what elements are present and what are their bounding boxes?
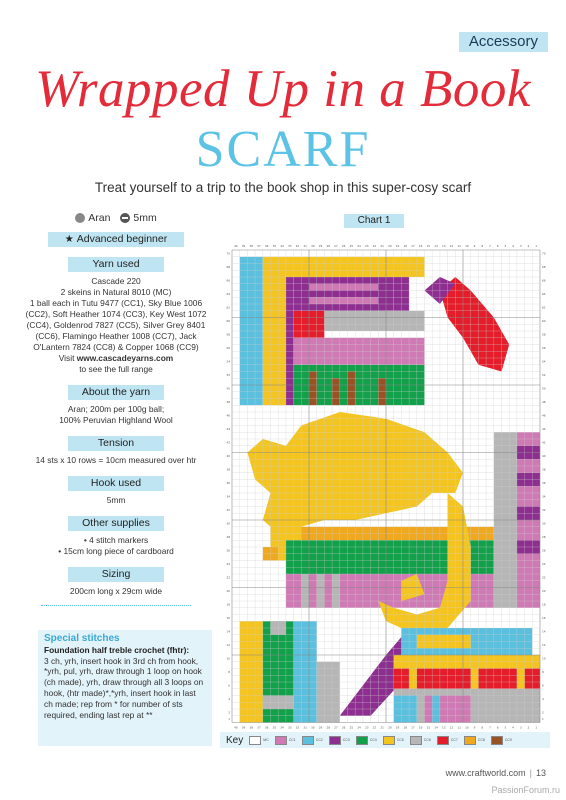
row-number: 44 [542,426,546,431]
column-number: 10 [465,244,469,248]
key-code: CC7 [450,738,458,742]
chart-cell-block [294,621,317,722]
page-number: 13 [535,768,546,778]
chart-cell-block [332,574,340,608]
key-code: CC3 [342,738,350,742]
key-code: CC2 [315,738,323,742]
key-swatch [437,736,449,745]
column-number: 38 [249,244,254,248]
row-number: 36 [226,480,230,485]
key-code: CC8 [477,738,485,742]
yarn-line: Cascade 220 [91,276,141,286]
column-number: 12 [449,725,454,730]
chart-cell-block [409,669,417,689]
key-swatch [383,736,395,745]
standfirst: Treat yourself to a trip to the book shop in this super-cosy scarf [94,180,472,195]
column-number: 4 [512,244,514,248]
column-number: 3 [519,244,522,248]
column-number: 9 [473,725,476,730]
column-number: 26 [341,725,346,730]
row-number: 22 [542,575,546,580]
column-number: 5 [504,725,507,730]
weight-hook-row [20,210,212,226]
column-number: 25 [349,725,354,730]
row-number: 56 [226,345,230,350]
key-item [383,736,404,745]
chart-cell-block [294,277,394,311]
row-number: 42 [226,440,230,445]
column-number: 27 [334,244,338,248]
yarn-ball-icon [75,213,85,223]
key-item [356,736,377,745]
row-number: 48 [226,399,230,404]
column-number: 11 [457,725,461,730]
chart-cell-block [348,372,356,406]
column-number: 21 [380,725,384,730]
special-stitches-box [38,630,212,746]
column-number: 3 [519,725,522,730]
column-number: 32 [295,244,300,248]
footer [446,768,546,778]
chart-cell-block [309,372,317,406]
column-number: 17 [411,725,415,730]
row-number: 68 [542,264,546,269]
column-number: 22 [372,725,377,730]
footer-site[interactable]: www.craftworld.com [445,768,526,778]
about-line: Aran; 200m per 100g ball; [67,404,165,414]
row-number: 6 [228,683,230,688]
row-number: 50 [226,386,230,391]
column-number: 37 [257,244,261,248]
column-number: 31 [303,244,307,248]
row-number: 6 [542,683,544,688]
level-text: Advanced beginner [76,233,168,245]
row-number: 36 [542,480,546,485]
column-number: 37 [257,725,261,730]
chart-cell-block [517,669,525,689]
row-number: 18 [542,602,546,607]
row-number: 16 [542,615,546,620]
key-label: Key [226,734,244,746]
row-number: 50 [542,386,546,391]
key-code: CC5 [396,738,404,742]
chart-cell-block [286,277,294,405]
column-number: 29 [318,725,323,730]
column-number: 22 [372,244,377,248]
row-number: 34 [542,494,546,499]
column-number: 27 [334,725,338,730]
column-number: 13 [441,725,446,730]
row-number: 10 [542,656,546,661]
key-code: CC4 [369,738,377,742]
column-number: 21 [380,244,384,248]
key-swatch [329,736,341,745]
row-number: 66 [226,278,230,283]
sizing-text: 200cm long x 29cm wide [69,586,163,596]
row-number: 18 [226,602,230,607]
row-number: 28 [542,534,546,539]
special-stitches-title: Special stitches [44,633,120,644]
row-number: 38 [542,467,546,472]
chart-cell-block [301,574,309,608]
row-number: 24 [226,561,230,566]
row-number: 30 [226,521,230,526]
row-number: 12 [226,642,230,647]
column-number: 15 [426,244,431,248]
row-number: 54 [542,359,546,364]
row-number: 30 [542,521,546,526]
row-number: 70 [542,251,546,256]
row-number: 1 [228,717,230,722]
row-number: 42 [542,440,546,445]
pattern-info-column [20,210,212,606]
column-number: 28 [326,725,331,730]
row-number: 60 [226,318,230,323]
row-number: 12 [542,642,546,647]
key-item [249,736,268,745]
divider [41,605,191,606]
column-number: 24 [357,725,361,730]
crochet-hook-icon [120,213,130,223]
column-number: 33 [287,244,292,248]
column-number: 28 [326,244,331,248]
column-number: 14 [434,244,438,248]
column-number: 4 [512,725,514,730]
key-swatch [275,736,287,745]
row-number: 4 [542,696,544,701]
column-number: 33 [287,725,292,730]
star-icon: ★ [64,234,74,245]
page-title: Wrapped Up in a Book [35,60,531,118]
row-number: 10 [226,656,230,661]
row-number: 52 [542,372,546,377]
column-number: 26 [341,244,346,248]
row-number: 24 [542,561,546,566]
key-swatch [356,736,368,745]
chart-cell-block [317,662,340,723]
column-number: 40 [234,725,238,730]
row-number: 34 [226,494,230,499]
yarn-line: 1 ball each in Tutu 9477 (CC1), Sky Blue 1006 (CC2), Soft Heather 1074 (CC3), Key West 1072 (CC4), Goldenrod 7827 (CC5), Silver Grey 8401 (CC6), Flamingo Heather 1008 (CC7), Jack O'Lantern 7824 (CC8) & Copper 1068 (CC9) [25,298,207,352]
column-number: 5 [504,244,507,248]
column-number: 20 [388,725,392,730]
column-number: 10 [465,725,469,730]
section-tag: Accessory [459,32,548,52]
column-number: 39 [241,725,246,730]
row-number: 40 [226,453,230,458]
yarn-range-text: to see the full range [79,364,153,374]
row-number: 14 [226,629,230,634]
column-number: 32 [295,725,300,730]
row-number: 22 [226,575,230,580]
chart-cell-block [240,621,263,722]
key-code: CC9 [504,738,512,742]
column-number: 1 [535,725,538,730]
key-code: MC [263,738,269,742]
column-number: 16 [418,244,423,248]
column-number: 23 [364,725,369,730]
key-swatch [249,736,261,745]
chart-cell-block [317,574,325,608]
column-number: 8 [481,244,484,248]
row-number: 20 [542,588,546,593]
column-number: 2 [527,725,530,730]
row-number: 56 [542,345,546,350]
column-number: 20 [388,244,392,248]
key-swatch [464,736,476,745]
row-number: 62 [226,305,230,310]
column-number: 13 [441,244,446,248]
row-number: 70 [226,251,230,256]
column-number: 35 [272,244,277,248]
column-number: 9 [473,244,476,248]
row-number: 4 [228,696,230,701]
row-number: 66 [542,278,546,283]
column-number: 34 [280,244,284,248]
tension-text: 14 sts x 10 rows = 10cm measured over htr [35,455,197,465]
column-number: 12 [449,244,454,248]
column-number: 7 [489,725,491,730]
key-swatch [491,736,503,745]
column-number: 7 [489,244,491,248]
chart-cell-block [309,284,378,291]
column-number: 1 [535,244,538,248]
chart-cell-block [309,297,378,304]
visit-text: Visit [58,353,75,363]
row-number: 14 [542,629,546,634]
key-items [249,736,518,745]
column-number: 36 [264,725,269,730]
stitch-name: Foundation half treble crochet (fhtr): [44,644,190,655]
hook-used-text: 5mm [106,495,126,505]
key-item [491,736,512,745]
row-number: 38 [226,467,230,472]
column-number: 24 [357,244,361,248]
key-item [437,736,458,745]
chart-label: Chart 1 [344,214,404,228]
watermark: PassionForum.ru [491,785,560,795]
row-number: 26 [226,548,230,553]
row-number: 40 [542,453,546,458]
column-number: 18 [403,244,408,248]
row-number: 48 [542,399,546,404]
column-number: 30 [311,725,315,730]
yarn-weight-chip [75,213,110,224]
column-number: 6 [496,725,499,730]
key-code: CC1 [288,738,296,742]
column-number: 15 [426,725,431,730]
yarn-website-link[interactable]: www.cascadeyarns.com [76,353,174,363]
key-bar [220,732,550,748]
column-number: 36 [264,244,269,248]
column-number: 29 [318,244,323,248]
row-number: 2 [228,710,230,715]
chart-grid [220,236,550,730]
column-number: 31 [303,725,307,730]
row-number: 44 [226,426,230,431]
hook-size: 5mm [133,211,157,224]
hook-used-heading: Hook used [68,476,164,491]
other-supplies-heading: Other supplies [68,516,164,531]
column-number: 16 [418,725,423,730]
yarn-used-heading: Yarn used [68,257,164,272]
column-number: 11 [457,244,461,248]
sizing-heading: Sizing [68,567,164,582]
yarn-line: 2 skeins in Natural 8010 (MC) [60,287,172,297]
column-number: 14 [434,725,438,730]
key-item [275,736,296,745]
column-number: 2 [527,244,530,248]
row-number: 52 [226,372,230,377]
about-yarn-heading: About the yarn [68,385,164,400]
row-number: 46 [226,413,230,418]
stitch-instructions: 3 ch, yrh, insert hook in 3rd ch from hook, *yrh, pul, yrh, draw through 1 loop on hook (ch made), yrh, draw through all 3 loops on hook, (htr made)*,*yrh, insert hook in last ch made; rep from * for number of sts required, ending last rep at ** [44,655,204,720]
key-code: CC6 [423,738,431,742]
tension-heading: Tension [68,436,164,451]
row-number: 46 [542,413,546,418]
row-number: 58 [542,332,546,337]
row-number: 62 [542,305,546,310]
yarn-weight: Aran [88,211,111,224]
column-number: 25 [349,244,354,248]
supply-item: • 4 stitch markers [20,535,212,546]
column-number: 39 [241,244,246,248]
row-number: 64 [542,291,546,296]
row-number: 60 [542,318,546,323]
column-number: 18 [403,725,408,730]
row-number: 2 [542,710,544,715]
about-line: 100% Peruvian Highland Wool [59,415,173,425]
row-number: 28 [226,534,230,539]
yarn-visit-line [20,353,212,364]
row-number: 1 [542,717,544,722]
row-number: 8 [228,669,230,674]
column-number: 6 [496,244,499,248]
column-number: 8 [481,725,484,730]
column-number: 38 [249,725,254,730]
column-number: 23 [364,244,369,248]
row-number: 64 [226,291,230,296]
page-subtitle: SCARF [195,121,371,178]
key-swatch [410,736,422,745]
row-number: 20 [226,588,230,593]
chart-cell-block [471,669,479,689]
column-number: 30 [311,244,315,248]
row-number: 32 [226,507,230,512]
level-badge [48,232,184,247]
hook-size-chip [120,213,156,224]
column-number: 35 [272,725,277,730]
row-number: 32 [542,507,546,512]
row-number: 54 [226,359,230,364]
key-swatch [302,736,314,745]
key-item [329,736,350,745]
column-number: 17 [411,244,415,248]
chart-cell-block [324,311,424,331]
row-number: 26 [542,548,546,553]
row-number: 16 [226,615,230,620]
footer-separator: | [529,768,532,778]
row-number: 8 [542,669,544,674]
row-number: 58 [226,332,230,337]
supply-item: • 15cm long piece of cardboard [20,546,212,557]
key-item [410,736,431,745]
column-number: 40 [234,244,238,248]
row-number: 68 [226,264,230,269]
column-number: 34 [280,725,284,730]
key-item [464,736,485,745]
key-item [302,736,323,745]
column-number: 19 [395,244,400,248]
column-number: 19 [395,725,400,730]
